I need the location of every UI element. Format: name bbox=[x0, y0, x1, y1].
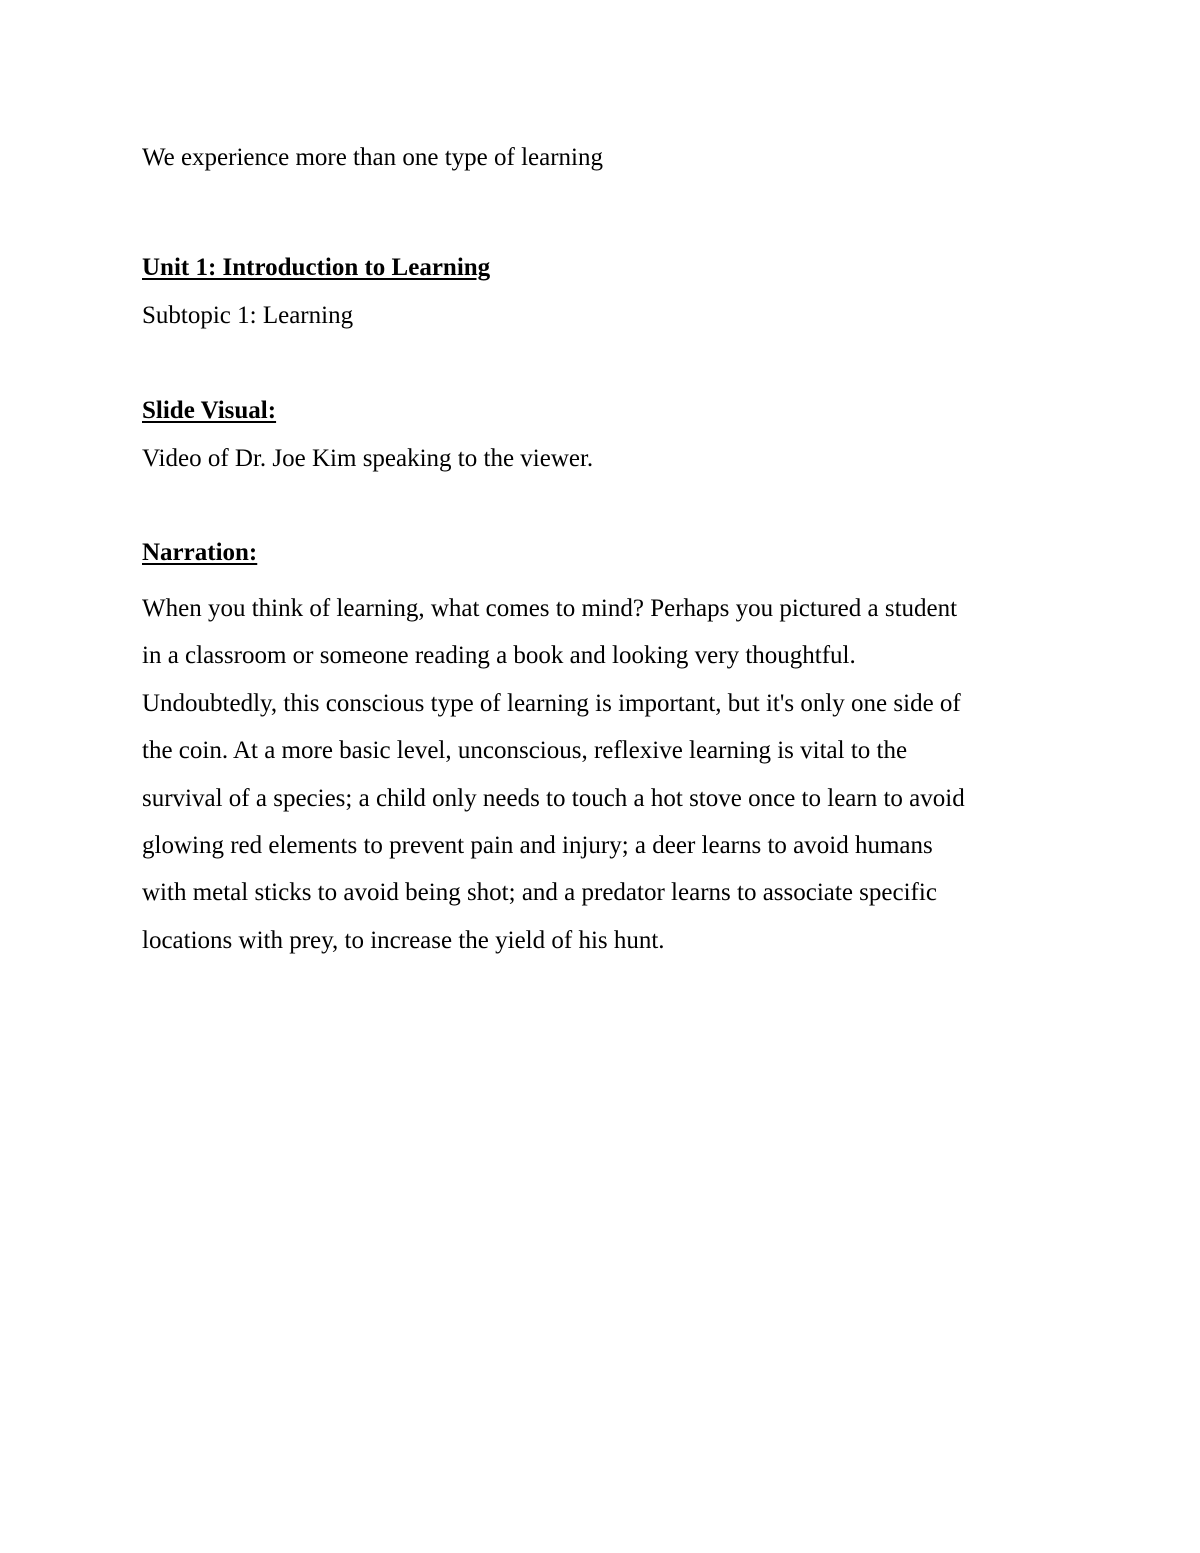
narration-line: locations with prey, to increase the yield of his hunt. bbox=[142, 926, 665, 954]
narration-paragraph bbox=[142, 585, 1062, 964]
subtopic-line: Subtopic 1: Learning bbox=[142, 302, 354, 329]
narration-line: Undoubtedly, this conscious type of learning is important, but it's only one side of bbox=[142, 689, 961, 717]
narration-line: in a classroom or someone reading a book and looking very thoughtful. bbox=[142, 642, 856, 670]
unit-heading: Unit 1: Introduction to Learning bbox=[142, 254, 491, 281]
narration-line: survival of a species; a child only needs to touch a hot stove once to learn to avoid bbox=[142, 784, 965, 812]
narration-heading: Narration: bbox=[142, 539, 258, 566]
narration-line: the coin. At a more basic level, unconscious, reflexive learning is vital to the bbox=[142, 737, 908, 765]
narration-line: glowing red elements to prevent pain and injury; a deer learns to avoid humans bbox=[142, 832, 933, 860]
narration-line: When you think of learning, what comes to mind? Perhaps you pictured a student bbox=[142, 595, 958, 622]
slide-visual-heading: Slide Visual: bbox=[142, 397, 277, 424]
narration-line: with metal sticks to avoid being shot; and a predator learns to associate specific bbox=[142, 879, 937, 907]
slide-visual-text: Video of Dr. Joe Kim speaking to the viewer. bbox=[142, 445, 594, 472]
intro-line: We experience more than one type of learning bbox=[142, 144, 603, 171]
